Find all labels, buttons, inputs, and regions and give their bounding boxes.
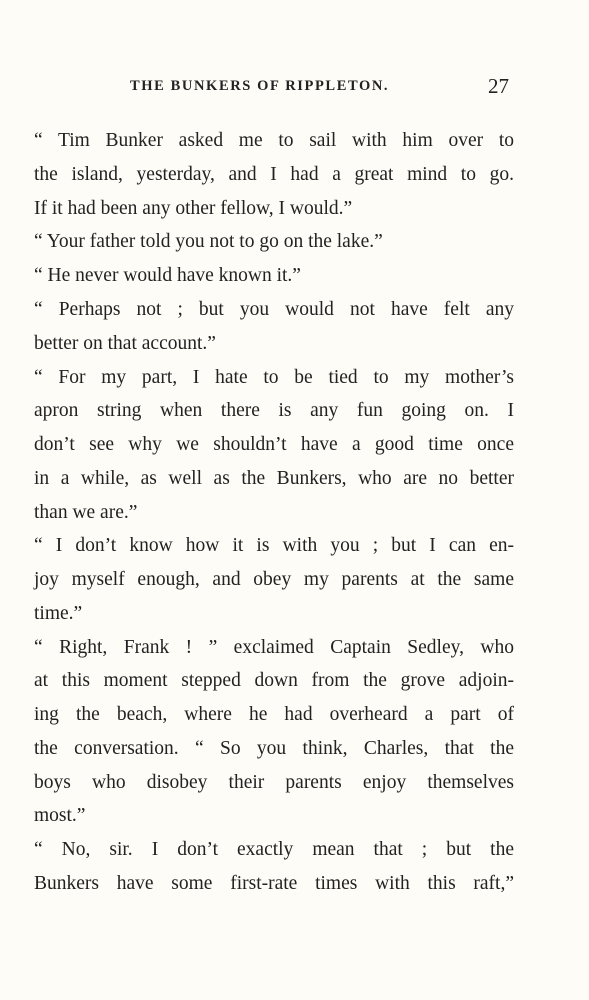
text-line: at this moment stepped down from the grove adjoin- xyxy=(34,670,514,691)
page-header xyxy=(0,74,589,102)
text-line: “ No, sir. I don’t exactly mean that ; but the xyxy=(34,839,514,860)
text-line: “ Your father told you not to go on the lake.” xyxy=(34,231,383,252)
text-line: “ Tim Bunker asked me to sail with him over to xyxy=(34,130,514,151)
running-head: THE BUNKERS OF RIPPLETON. xyxy=(130,78,390,94)
text-line: “ Perhaps not ; but you would not have felt any xyxy=(34,299,514,320)
text-line: If it had been any other fellow, I would.” xyxy=(34,198,353,219)
text-line: the conversation. “ So you think, Charles, that the xyxy=(34,738,514,759)
text-line: better on that account.” xyxy=(34,333,216,354)
text-line: the island, yesterday, and I had a great mind to go. xyxy=(34,164,514,185)
text-line: in a while, as well as the Bunkers, who are no better xyxy=(34,468,514,489)
text-line: apron string when there is any fun going on. I xyxy=(34,400,514,421)
text-line: ing the beach, where he had overheard a part of xyxy=(34,704,514,725)
text-line: most.” xyxy=(34,805,86,826)
text-line: joy myself enough, and obey my parents at the same xyxy=(34,569,514,590)
text-line: “ Right, Frank ! ” exclaimed Captain Sedley, who xyxy=(34,637,514,658)
text-line: “ He never would have known it.” xyxy=(34,265,301,286)
text-line: boys who disobey their parents enjoy themselves xyxy=(34,772,514,793)
text-line: Bunkers have some first-rate times with this raft,” xyxy=(34,873,514,894)
page-number: 27 xyxy=(488,74,509,98)
text-line: “ For my part, I hate to be tied to my mother’s xyxy=(34,367,514,388)
text-line: than we are.” xyxy=(34,502,138,523)
text-line: time.” xyxy=(34,603,83,624)
text-line: “ I don’t know how it is with you ; but I can en- xyxy=(34,535,514,556)
text-line: don’t see why we shouldn’t have a good time once xyxy=(34,434,514,455)
